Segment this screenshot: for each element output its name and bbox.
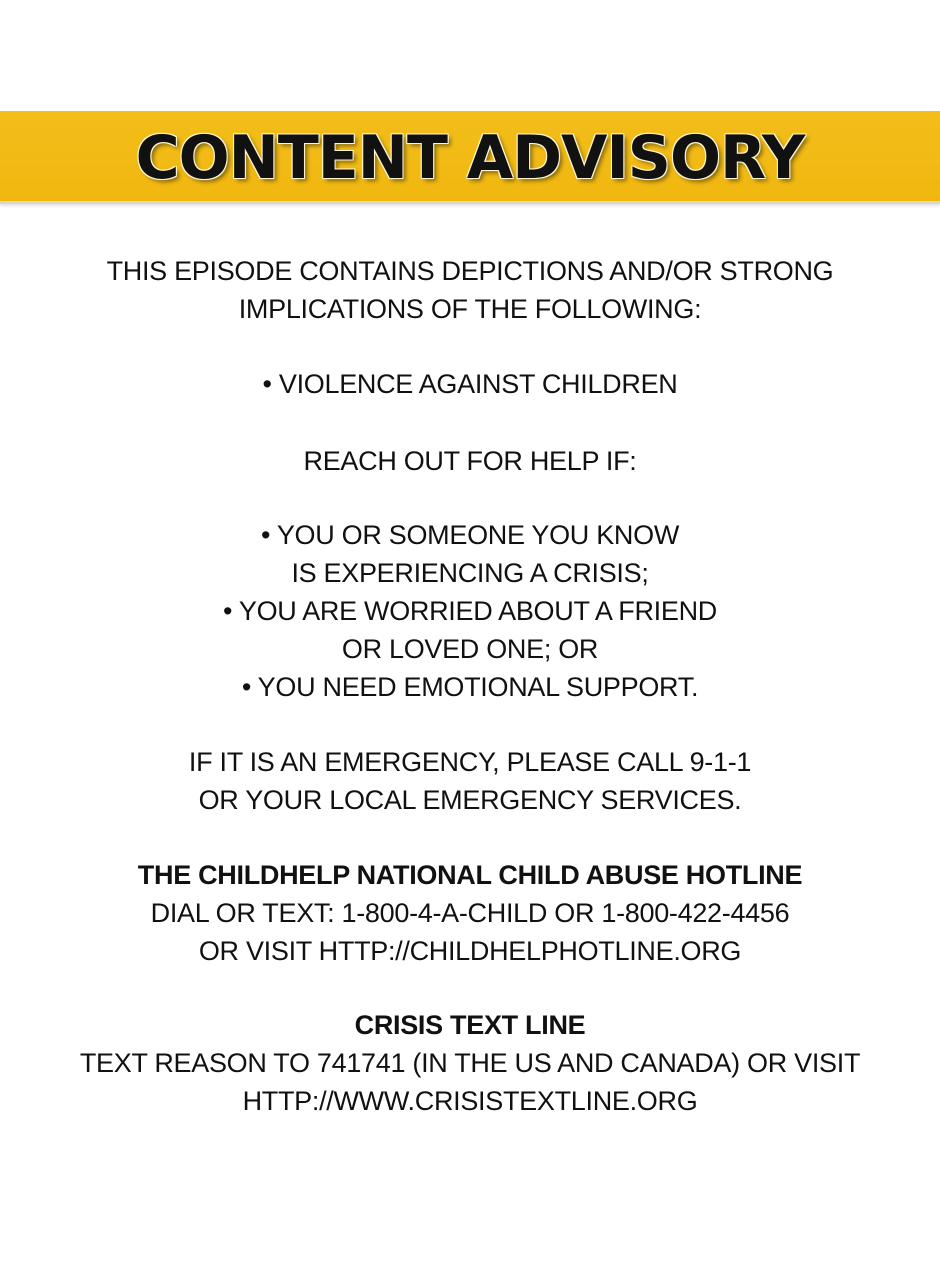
reach-out-item: • YOU OR SOMEONE YOU KNOW (260, 520, 679, 550)
intro-block (0, 252, 940, 328)
crisis-text-block (0, 1006, 940, 1120)
intro-line: THIS EPISODE CONTAINS DEPICTIONS AND/OR STRONG (106, 256, 834, 286)
reach-out-heading-text: REACH OUT FOR HELP IF: (303, 446, 637, 476)
childhelp-block (0, 856, 940, 970)
childhelp-line: DIAL OR TEXT: 1-800-4-A-CHILD OR 1-800-422-4456 (150, 898, 790, 928)
crisis-text-name: CRISIS TEXT LINE (354, 1010, 586, 1040)
emergency-block (0, 743, 940, 819)
reach-out-item: • YOU NEED EMOTIONAL SUPPORT. (241, 672, 699, 702)
reach-out-item: • YOU ARE WORRIED ABOUT A FRIEND (223, 596, 717, 626)
childhelp-line: OR VISIT HTTP://CHILDHELPHOTLINE.ORG (198, 936, 742, 966)
reach-out-heading (0, 442, 940, 480)
reach-out-list (0, 516, 940, 706)
advisory-banner (0, 111, 940, 204)
childhelp-name: THE CHILDHELP NATIONAL CHILD ABUSE HOTLINE (137, 860, 803, 890)
emergency-line: IF IT IS AN EMERGENCY, PLEASE CALL 9-1-1 (188, 747, 752, 777)
warning-item: • VIOLENCE AGAINST CHILDREN (262, 369, 678, 399)
crisis-text-line: TEXT REASON TO 741741 (IN THE US AND CANADA) OR VISIT (79, 1048, 861, 1078)
crisis-text-line: HTTP://WWW.CRISISTEXTLINE.ORG (242, 1086, 698, 1116)
emergency-line: OR YOUR LOCAL EMERGENCY SERVICES. (198, 785, 742, 815)
reach-out-item: OR LOVED ONE; OR (341, 634, 599, 664)
advisory-title: CONTENT ADVISORY (135, 123, 805, 193)
reach-out-item: IS EXPERIENCING A CRISIS; (291, 558, 649, 588)
warnings-list (0, 365, 940, 403)
intro-line: IMPLICATIONS OF THE FOLLOWING: (238, 294, 702, 324)
